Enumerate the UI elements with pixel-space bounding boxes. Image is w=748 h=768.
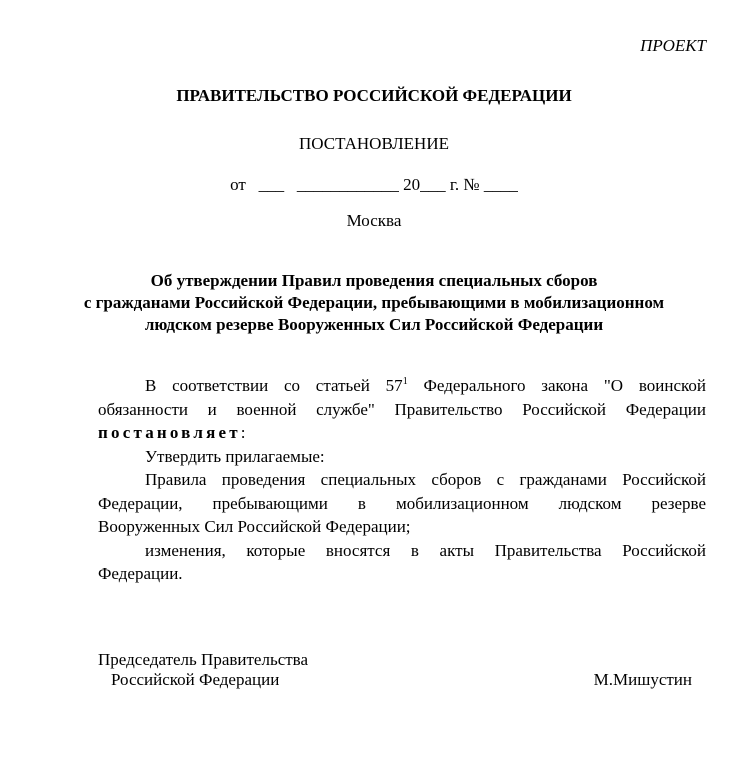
- paragraph-approve: Утвердить прилагаемые:: [145, 446, 325, 466]
- signatory-position: Российской Федерации: [111, 670, 280, 689]
- paragraph-preamble-line: В соответствии со статьей $57^1$ Федерального закона "О воинской: [145, 376, 706, 395]
- date-from-label: от: [230, 175, 246, 194]
- date-year-suffix: г. №: [449, 175, 480, 194]
- date-month-blank: ____________: [296, 175, 399, 194]
- paragraph-rules-line: Вооруженных Сил Российской Федерации;: [98, 517, 411, 536]
- title-line: людском резерве Вооруженных Сил Российской Федерации: [144, 315, 604, 334]
- document-number-blank: ____: [483, 175, 518, 194]
- signatory-position: Председатель Правительства: [98, 650, 309, 669]
- paragraph-amendments-line: Федерации.: [98, 564, 183, 583]
- document-body: [98, 374, 706, 586]
- paragraph-rules-line: Федерации, пребывающими в мобилизационном людском резерве: [98, 493, 706, 513]
- paragraph-preamble-line: постановляет:: [98, 423, 246, 442]
- date-year: 20___: [403, 175, 446, 194]
- resolves-word: постановляет: [98, 423, 241, 442]
- document-type: ПОСТАНОВЛЕНИЕ: [298, 134, 449, 153]
- document-title: [60, 270, 688, 336]
- city: Москва: [346, 211, 402, 230]
- date-number-line: [0, 175, 748, 195]
- date-day-blank: ___: [258, 175, 285, 194]
- paragraph-rules-line: Правила проведения специальных сборов с гражданами Российской: [145, 470, 706, 489]
- draft-mark: ПРОЕКТ: [640, 36, 706, 55]
- issuer-heading: ПРАВИТЕЛЬСТВО РОССИЙСКОЙ ФЕДЕРАЦИИ: [176, 86, 572, 105]
- title-line: Об утверждении Правил проведения специальных сборов: [150, 271, 598, 290]
- signatory-name: М.Мишустин: [593, 670, 692, 689]
- paragraph-amendments-line: изменения, которые вносятся в акты Правительства Российской: [145, 540, 706, 560]
- article-superscript: 1: [402, 376, 408, 387]
- paragraph-preamble-line: обязанности и военной службе" Правительство Российской Федерации: [98, 399, 706, 419]
- title-line: с гражданами Российской Федерации, пребывающими в мобилизационном: [83, 293, 665, 312]
